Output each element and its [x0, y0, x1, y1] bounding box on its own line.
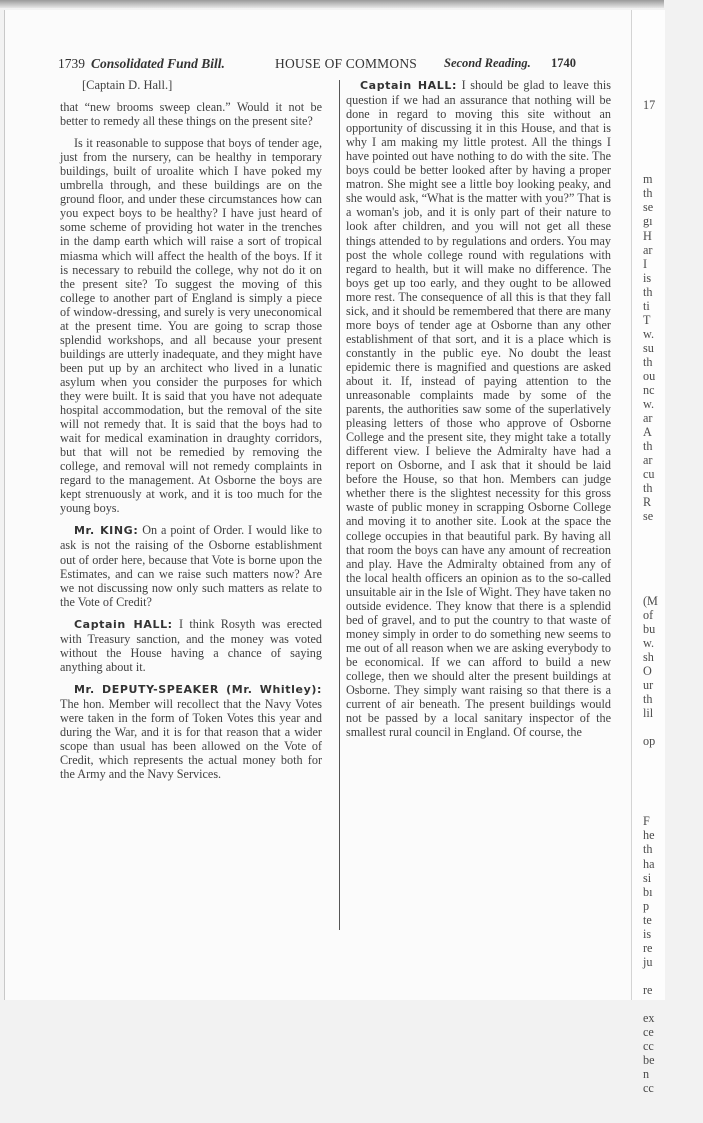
reading-label: Second Reading. — [444, 56, 531, 70]
fragment-line: A — [643, 425, 652, 440]
paragraph — [60, 100, 322, 128]
fragment-line: n — [643, 1067, 650, 1082]
fragment-line: ju — [643, 954, 653, 969]
fragment-line: of — [643, 607, 654, 622]
page-header — [58, 56, 592, 74]
fragment-line: nc — [643, 383, 655, 398]
house-title: HOUSE OF COMMONS — [275, 56, 417, 71]
fragment-line: O — [643, 663, 652, 678]
fragment-line: (M — [643, 593, 658, 608]
fragment-line: th — [643, 439, 653, 454]
fragment-line: th — [643, 284, 653, 299]
next-page-edge — [631, 10, 665, 1096]
fragment-line: th — [643, 354, 653, 369]
fragment-line: p — [643, 898, 650, 913]
fragment-line: se — [643, 509, 654, 524]
fragment-line: be — [643, 1053, 655, 1068]
fragment-line: si — [643, 870, 652, 885]
speaker-name: Mr. KING: — [74, 524, 139, 538]
fragment-middle — [643, 594, 703, 749]
fragment-line: th — [643, 842, 653, 857]
fragment-top — [643, 172, 703, 523]
fragment-line: se — [643, 200, 654, 215]
fragment-line: bu — [643, 621, 656, 636]
fragment-line: re — [643, 940, 653, 955]
fragment-line: is — [643, 926, 652, 941]
fragment-line: ar — [643, 453, 653, 468]
speech — [60, 617, 322, 674]
fragment-line: lil — [643, 706, 654, 721]
next-page-fragment — [643, 70, 703, 1123]
fragment-line: R — [643, 495, 652, 510]
fragment-line: I — [643, 256, 648, 271]
speaker-name: Mr. DEPUTY-SPEAKER (Mr. Whitley): — [74, 682, 322, 696]
speech — [346, 78, 611, 739]
speaker-name: Captain HALL: — [74, 617, 173, 631]
fragment-line: cc — [643, 1039, 654, 1054]
left-column — [60, 78, 322, 789]
fragment-line: th — [643, 481, 653, 496]
left-page-number: 1739 — [58, 56, 85, 71]
fragment-line: is — [643, 270, 652, 285]
fragment-line: bı — [643, 884, 653, 899]
fragment-line: ar — [643, 242, 653, 257]
fragment-line: ex — [643, 1011, 655, 1026]
fragment-line — [643, 997, 703, 1011]
fragment-line: w. — [643, 635, 655, 650]
right-column — [346, 78, 611, 747]
fragment-line: op — [643, 734, 656, 749]
fragment-line: m — [643, 172, 653, 187]
fragment-line: F — [643, 814, 650, 829]
fragment-line: th — [643, 186, 653, 201]
fragment-line: sh — [643, 649, 654, 664]
speech-text: On a point of Order. I would like to ask is not the raising of the Osborne establishment out of order here, because that Vote is borne upon the Estimates, and can we raise such matters now? Are we not discussing now only such matters as relate to the Vote of Credit? — [60, 523, 323, 609]
fragment-line — [643, 969, 703, 983]
fragment-line: re — [643, 982, 653, 997]
bill-title: Consolidated Fund Bill. — [91, 56, 225, 71]
fragment-line: T — [643, 312, 651, 327]
fragment-line: H — [643, 228, 652, 243]
paragraph-text: Is it reasonable to suppose that boys of tender age, just from the nursery, can be healthy in temporary buildings, built of uroalite which I have poked my umbrella through, and these buildings are on the ground floor, and under these circumstances how can you expect boys to be healthy? I have just heard of some scheme of providing hot water in the trenches in the damp earth which will raise a sort of tropical miasma which will affect the health of the boys. If it is necessary to rebuild the college, why not do it on the present site? To suggest the moving of this college to another part of England is simply a piece of window-dressing, and surely is very uneconomical at the present time. You are going to scrap those splendid workshops, and all because your present buildings are utterly inadequate, and they might have been put up by an architect who lived in a lunatic asylum when you consider the purposes for which they were built. It is said that you have not adequate hospital accommodation, but the removal of the site will not remedy that. It is said that the boys had to wait for medical examination in draughty corridors, but that will not be remedied by removing the college, and removal will not remedy complaints in regard to the management. At Osborne the boys are kept strenuously at work, and it is too much for the young boys. — [60, 136, 322, 516]
fragment-line: ha — [643, 856, 655, 871]
next-page-number: 17 — [643, 98, 656, 113]
fragment-line: ou — [643, 368, 656, 383]
fragment-line: he — [643, 828, 655, 843]
speech-text: I think Rosyth was erected with Treasury sanction, and the money was voted without the House having a chance of saying anything about it. — [60, 616, 323, 674]
fragment-line: th — [643, 692, 653, 707]
speech — [60, 523, 322, 608]
scan-top-edge — [0, 0, 664, 8]
fragment-bottom — [643, 814, 703, 1095]
fragment-line: ur — [643, 677, 654, 692]
speech — [60, 682, 322, 781]
fragment-line: su — [643, 340, 654, 355]
speech-text: The hon. Member will recollect that the Navy Votes were taken in the form of Token Votes this year and during the War, and it is for that reason that a wider scope than usual has been allowed on the Vote of Credit, which represents the actual money both for the Army and the Navy Services. — [60, 696, 322, 782]
paragraph — [60, 136, 322, 515]
fragment-line: w. — [643, 397, 655, 412]
fragment-line: ti — [643, 298, 650, 313]
fragment-line: cu — [643, 467, 655, 482]
paragraph-text: that “new brooms sweep clean.” Would it not be better to remedy all these things on the present site? — [60, 100, 322, 129]
fragment-line — [643, 720, 703, 734]
fragment-line: ce — [643, 1025, 654, 1040]
column-divider — [339, 80, 340, 930]
fragment-line: ar — [643, 411, 653, 426]
fragment-line: te — [643, 912, 652, 927]
fragment-line: cc — [643, 1081, 654, 1096]
speech-text: I should be glad to leave this question if we had an assurance that nothing will be done in regard to moving this site without an opportunity of discussing it in this House, and that is why I am making my little protest. All the things I have pointed out have nothing to do with the site. The boys could be better looked after by having a proper matron. She might see a little boy looking peaky, and she would ask, “What is the matter with you?” That is a woman's job, and it is only part of their nature to look after children, and you will not get all these things attended to by regulations and orders. You may post the whole college round with regulations with regard to health, but it will make no difference. The boys get up too early, and they ought to be allowed more rest. The consequence of all this is that they fall sick, and it should be remembered that there are many more boys of tender age at Osborne than any other establishment of that sort, and it is a place which is constantly in the public eye. No doubt the least epidemic there is magnified and questions are asked about it. If, instead of paying attention to the unreasonable complaints made by some of the parents, the authorities saw some of the superlatively pleasing letters of those who approve of Osborne College and the present site, they might take a totally different view. I believe the Admiralty have had a report on Osborne, and I ask that it should be laid before the House, so that hon. Members can judge whether there is the slightest necessity for this gross waste of public money in scrapping Osborne College and moving it to another site. Look at the space the college occupies in that beautiful park. By having all that room the boys can have any amount of recreation and play. Have the Admiralty obtained from any of the local health officers an opinion as to the so-called unsuitable air in the Isle of Wight. They have taken no outside evidence. They know that there is a splendid bed of gravel, and to put the country to that waste of money simply in order to do something new seems to me out of all reason when we are asking everybody to be economical. If we can afford to build a new college, then we should alter the present buildings at Osborne. They simply want raising so that there is a current of air beneath. The present buildings would not be passed by a local sanitary inspector of the smallest rural council in England. Of course, the — [346, 78, 611, 740]
fragment-line: gı — [643, 214, 653, 229]
right-page-number: 1740 — [551, 56, 576, 70]
fragment-line: w. — [643, 326, 655, 341]
running-head: [Captain D. Hall.] — [82, 78, 173, 92]
speaker-name: Captain HALL: — [360, 79, 457, 92]
